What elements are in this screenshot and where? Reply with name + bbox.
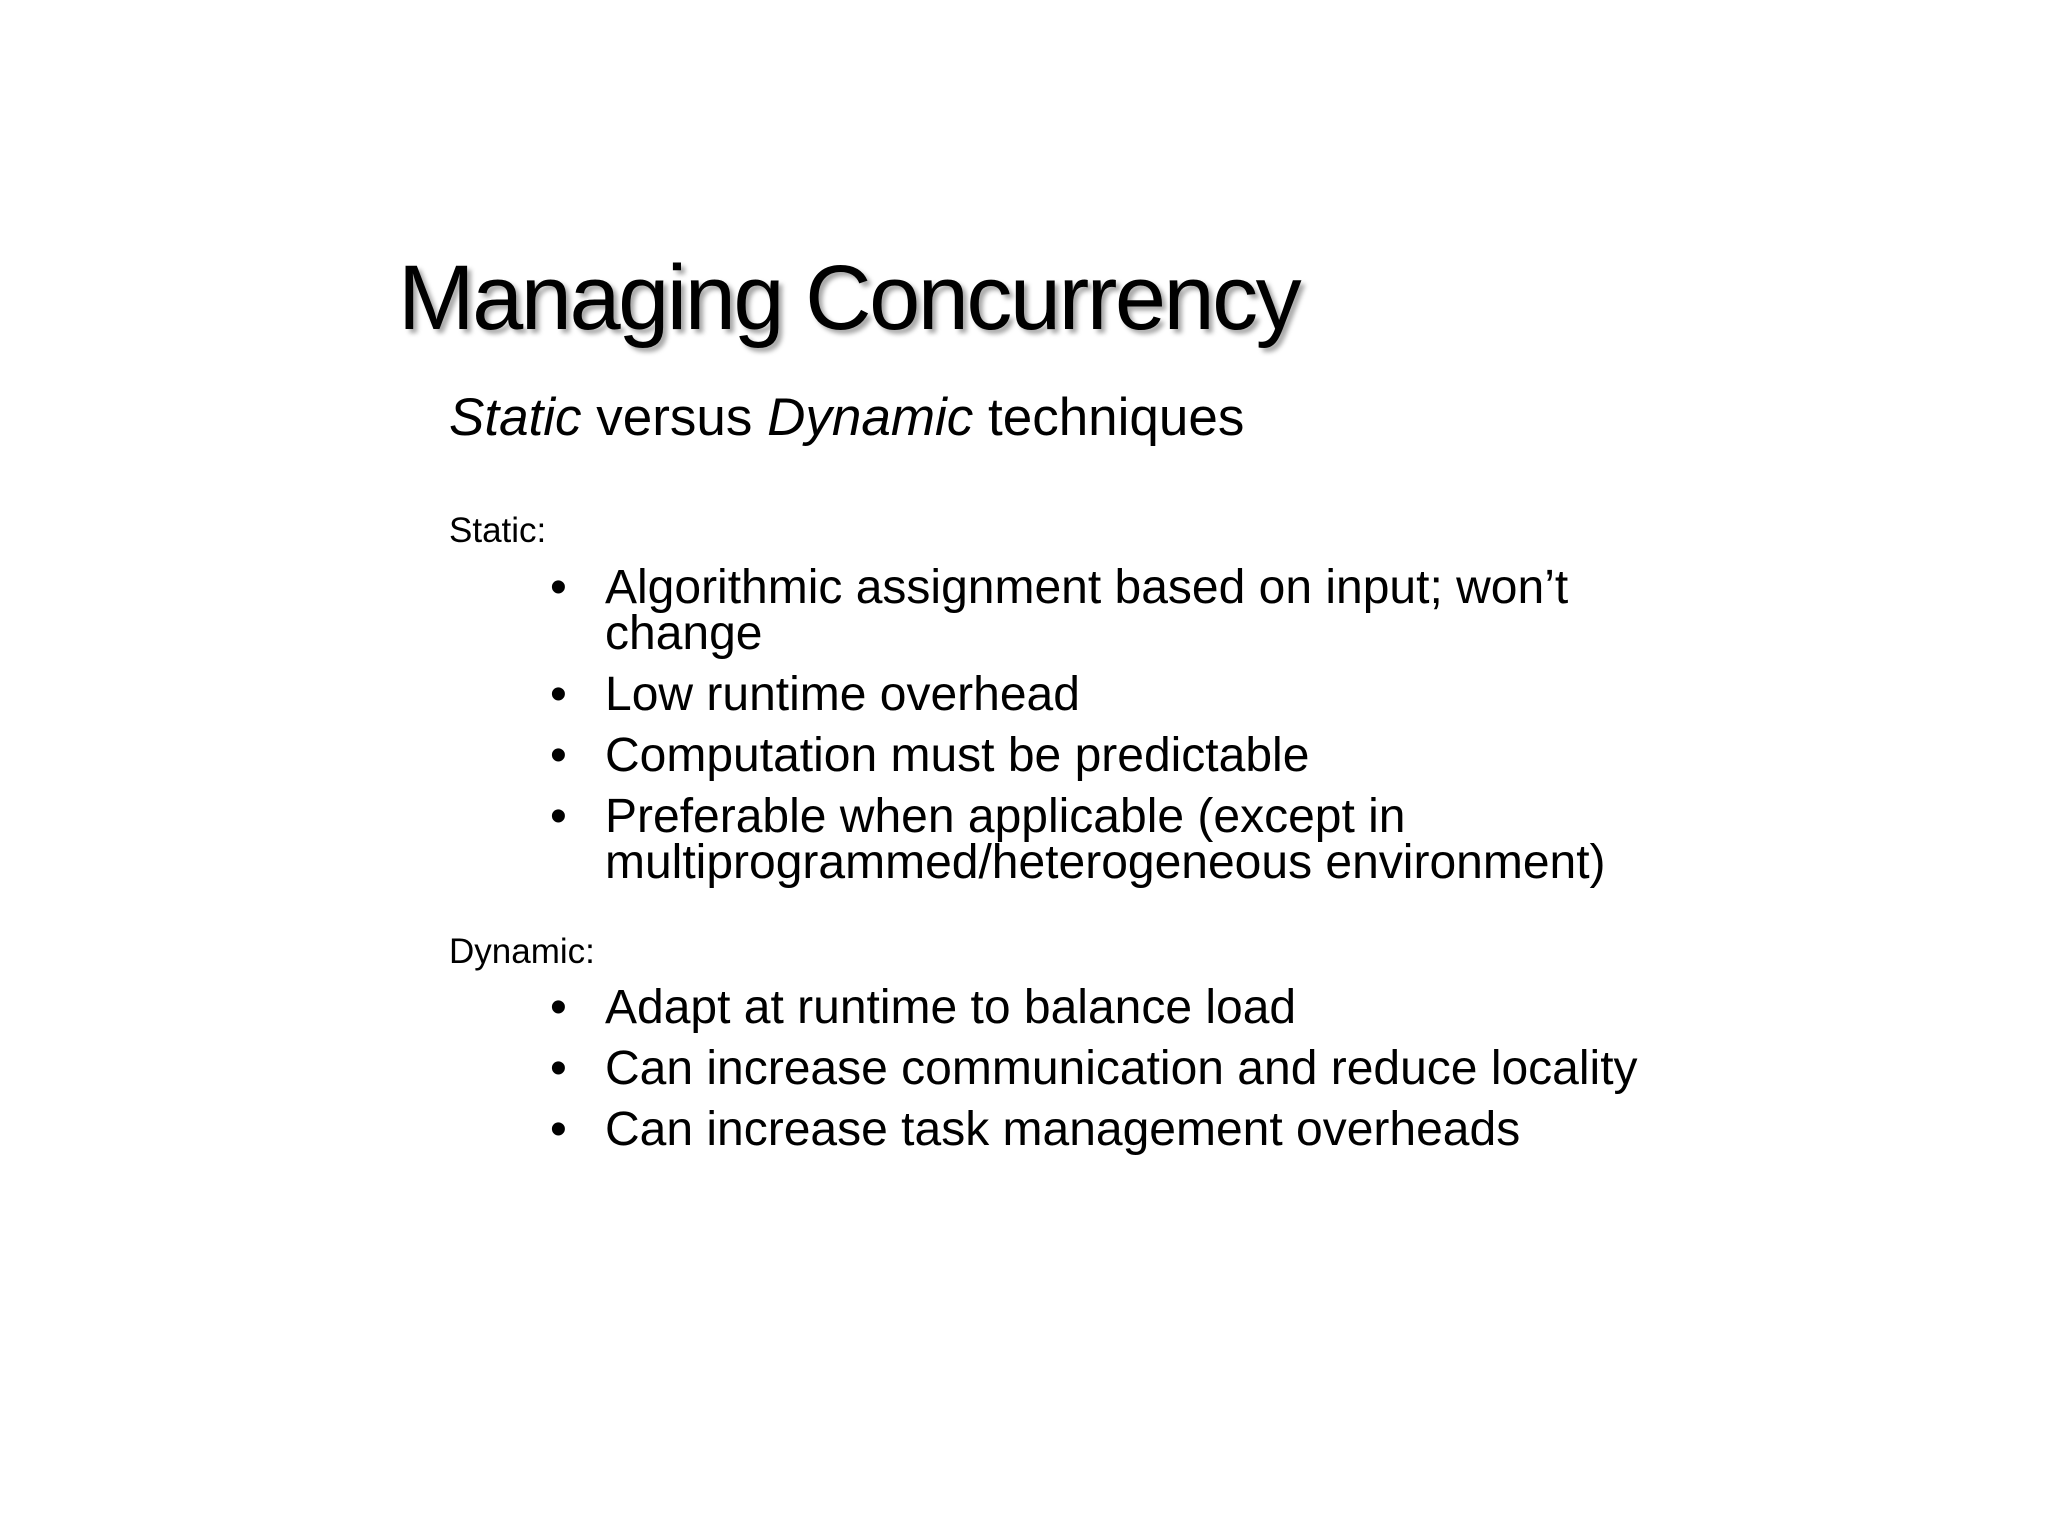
bullet-icon: • [550,668,567,721]
bullet-text: Adapt at runtime to balance load [605,981,1297,1034]
list-item [550,1103,1710,1156]
bullet-text: Can increase task management overheads [605,1103,1521,1156]
static-section-label: Static: [449,511,547,550]
dynamic-section-label: Dynamic: [449,932,595,971]
bullet-text: Can increase communication and reduce locality [605,1042,1638,1095]
subtitle-techniques-text: techniques [973,388,1245,447]
bullet-icon: • [550,981,567,1034]
bullet-icon: • [550,729,567,782]
slide-subtitle [449,389,1244,447]
bullet-icon: • [550,561,567,614]
list-item [550,790,1710,889]
bullet-icon: • [550,790,567,843]
bullet-text: Low runtime overhead [605,668,1080,721]
dynamic-bullet-list [550,981,1710,1168]
bullet-icon: • [550,1042,567,1095]
list-item [550,1042,1710,1095]
list-item [550,981,1710,1034]
bullet-text: Computation must be predictable [605,729,1310,782]
list-item [550,668,1710,721]
slide-title: Managing Concurrency [398,247,1300,349]
subtitle-static-word: Static [449,388,582,447]
list-item [550,729,1710,782]
subtitle-dynamic-word: Dynamic [767,388,974,447]
static-bullet-list [550,561,1710,901]
bullet-text: Algorithmic assignment based on input; won’t change [605,561,1569,660]
bullet-icon: • [550,1103,567,1156]
subtitle-versus-text: versus [581,388,768,447]
bullet-text: Preferable when applicable (except in multiprogrammed/heterogeneous environment) [605,790,1606,889]
list-item [550,561,1710,660]
